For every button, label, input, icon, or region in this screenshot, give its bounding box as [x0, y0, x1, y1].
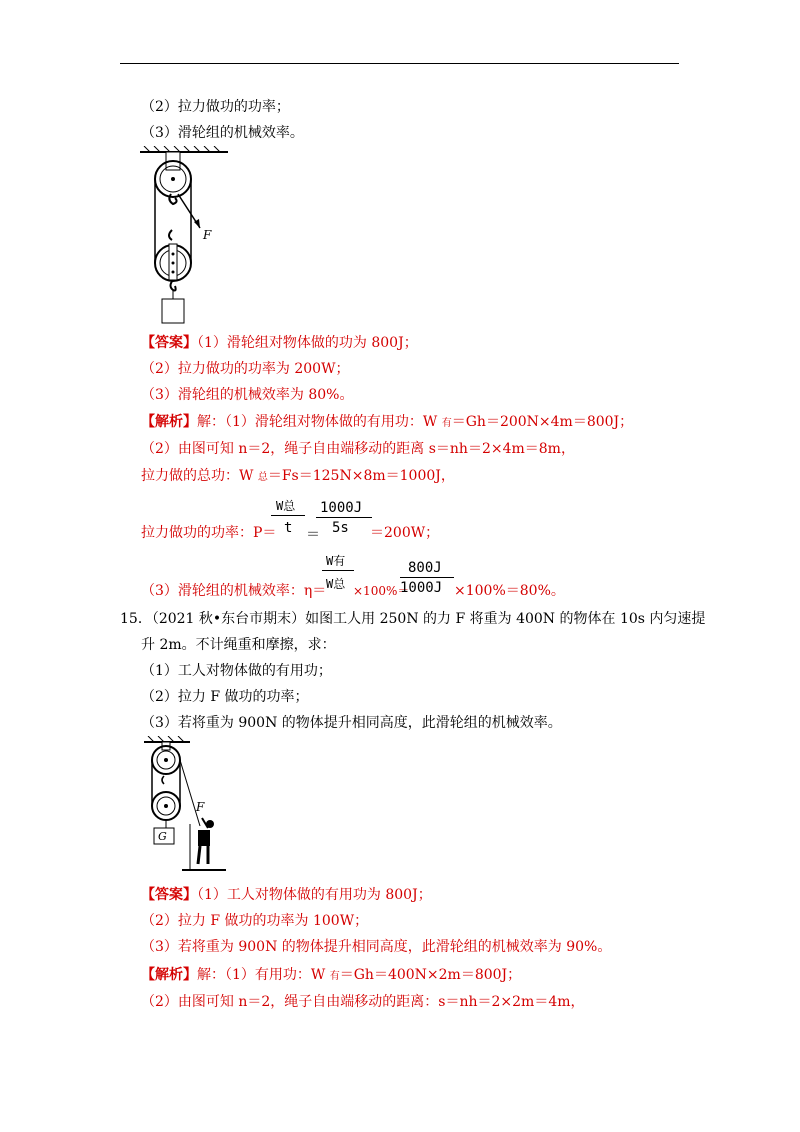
fraction-denominator: W总 — [326, 577, 346, 591]
fraction-numerator: W有 — [326, 554, 346, 568]
q14-analysis-3 — [141, 467, 455, 487]
q14-analysis-5-result: ×100%＝80%。 — [454, 583, 565, 599]
pulley-figure-2 — [142, 736, 232, 872]
fraction-numerator: 1000J — [320, 500, 363, 516]
q14-item-3: （3）滑轮组的机械效率。 — [141, 125, 304, 141]
q14-analysis-4-result: ＝200W； — [370, 525, 440, 541]
q14-answer-2: （2）拉力做功的功率为 200W； — [141, 361, 350, 377]
fraction-bar — [271, 515, 305, 516]
fraction-bar — [400, 577, 454, 578]
fraction-denominator: 5s — [332, 520, 349, 536]
analysis-text: ＝Gh＝400N×2m＝800J； — [339, 967, 522, 983]
q15-analysis-2: （2）由图可知 n＝2，绳子自由端移动的距离：s＝nh＝2×2m＝4m， — [141, 994, 585, 1010]
q14-analysis-5-mid: ×100%＝ — [353, 584, 410, 598]
answer-tag: 【答案】 — [141, 887, 197, 903]
q14-answer-1 — [141, 334, 418, 352]
q15-answer-2: （2）拉力 F 做功的功率为 100W； — [141, 913, 369, 929]
q14-item-2: （2）拉力做功的功率； — [141, 99, 290, 115]
q15-answer-3: （3）若将重为 900N 的物体提升相同高度，此滑轮组的机械效率为 90%。 — [141, 939, 612, 955]
subscript: 总 — [257, 472, 268, 483]
equals-sign: ＝ — [306, 527, 320, 543]
pulley-figure-1 — [138, 146, 238, 326]
q15-item-3: （3）若将重为 900N 的物体提升相同高度，此滑轮组的机械效率。 — [141, 715, 562, 731]
q14-analysis-1 — [141, 413, 633, 433]
q15-stem-line-1: 15．（2021 秋•东台市期末）如图工人用 250N 的力 F 将重为 400N 的物体在 10s 内匀速提 — [120, 611, 706, 627]
analysis-tag: 【解析】 — [141, 414, 197, 430]
q15-stem-line-2: 升 2m。不计绳重和摩擦，求： — [141, 637, 336, 653]
analysis-text: 拉力做的总功：W — [141, 468, 258, 484]
fraction-denominator: 1000J — [400, 580, 443, 596]
analysis-tag: 【解析】 — [141, 967, 197, 983]
q15-item-2: （2）拉力 F 做功的功率； — [141, 689, 309, 705]
q14-analysis-2: （2）由图可知 n＝2，绳子自由端移动的距离 s＝nh＝2×4m＝8m， — [141, 441, 575, 457]
figure-2-weight-label: G — [158, 830, 167, 843]
analysis-text: 解：（1）滑轮组对物体做的有用功：W — [197, 414, 442, 430]
q14-analysis-5-prefix: （3）滑轮组的机械效率：η＝ — [141, 583, 327, 599]
q15-answer-1 — [141, 886, 432, 904]
q14-analysis-4-prefix: 拉力做功的功率：P＝ — [141, 525, 277, 541]
q14-answer-3: （3）滑轮组的机械效率为 80%。 — [141, 387, 354, 403]
subscript: 有 — [329, 971, 340, 982]
answer-text: （1）工人对物体做的有用功为 800J； — [197, 887, 432, 903]
subscript: 有 — [441, 418, 452, 429]
fraction-bar — [316, 517, 372, 518]
figure-1-force-label: F — [203, 228, 212, 242]
figure-2-force-label: F — [196, 800, 205, 814]
analysis-text: 解：（1）有用功：W — [197, 967, 330, 983]
q15-analysis-1 — [141, 966, 521, 986]
analysis-text: ＝Gh＝200N×4m＝800J； — [451, 414, 634, 430]
answer-text: （1）滑轮组对物体做的功为 800J； — [197, 335, 418, 351]
answer-tag: 【答案】 — [141, 335, 197, 351]
fraction-bar — [322, 570, 354, 571]
analysis-text: ＝Fs＝125N×8m＝1000J， — [267, 468, 455, 484]
fraction-numerator: W总 — [276, 499, 296, 513]
fraction-denominator: t — [284, 520, 293, 536]
q15-item-1: （1）工人对物体做的有用功； — [141, 663, 332, 679]
header-rule — [120, 63, 679, 64]
fraction-numerator: 800J — [408, 560, 442, 576]
